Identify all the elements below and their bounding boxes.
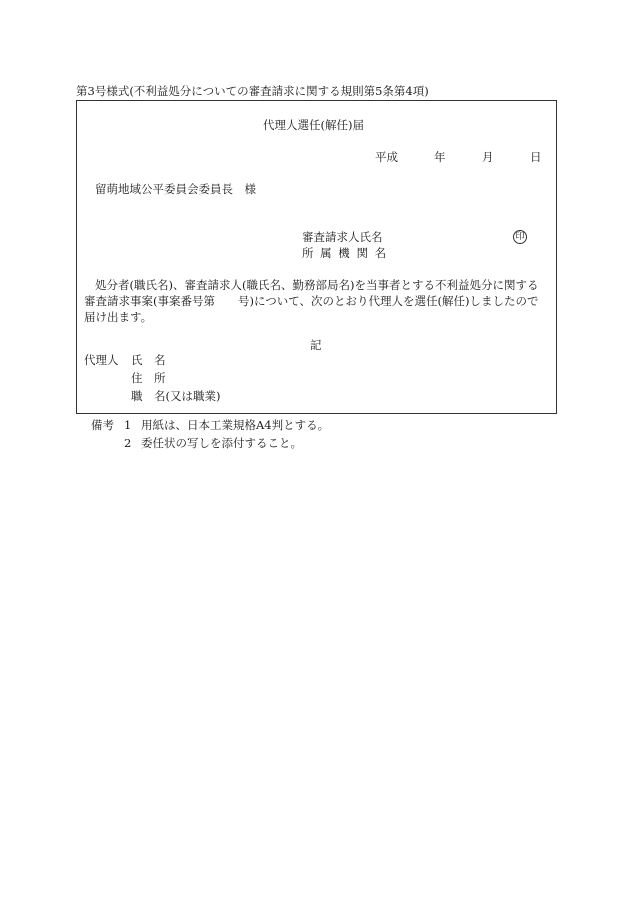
remark-text: 用紙は、日本工業規格A4判とする。: [141, 418, 330, 432]
addressee: 留萌地域公平委員会委員長 様: [95, 182, 256, 196]
remark-number: 2: [124, 436, 132, 450]
affiliation-label: 所 属 機 関 名: [302, 246, 388, 260]
body-line-2: 審査請求事案(事案番号第 号)について、次のとおり代理人を選任(解任)しましたので: [84, 294, 539, 308]
remark-text: 委任状の写しを添付すること。: [141, 436, 302, 450]
form-header: 第3号様式(不利益処分についての審査請求に関する規則第5条第4項): [76, 84, 429, 98]
agent-name-label: 氏 名: [131, 353, 166, 367]
seal-mark: 印: [513, 230, 527, 244]
requester-name-label: 審査請求人氏名: [302, 230, 383, 244]
remarks-label: 備考: [91, 418, 114, 432]
date-era: 平成: [375, 150, 398, 164]
date-month: 月: [482, 150, 494, 164]
body-line-3: 届け出ます。: [84, 310, 153, 324]
remark-number: 1: [124, 418, 132, 432]
date-day: 日: [530, 150, 542, 164]
agent-occupation-label: 職 名(又は職業): [131, 389, 221, 403]
date-year: 年: [434, 150, 446, 164]
body-line-1: 処分者(職氏名)、審査請求人(職氏名、勤務部局名)を当事者とする不利益処分に関する: [95, 278, 539, 292]
ki-heading: 記: [310, 338, 322, 352]
agent-label: 代理人: [84, 353, 119, 367]
agent-address-label: 住 所: [131, 371, 166, 385]
form-title: 代理人選任(解任)届: [263, 118, 364, 132]
